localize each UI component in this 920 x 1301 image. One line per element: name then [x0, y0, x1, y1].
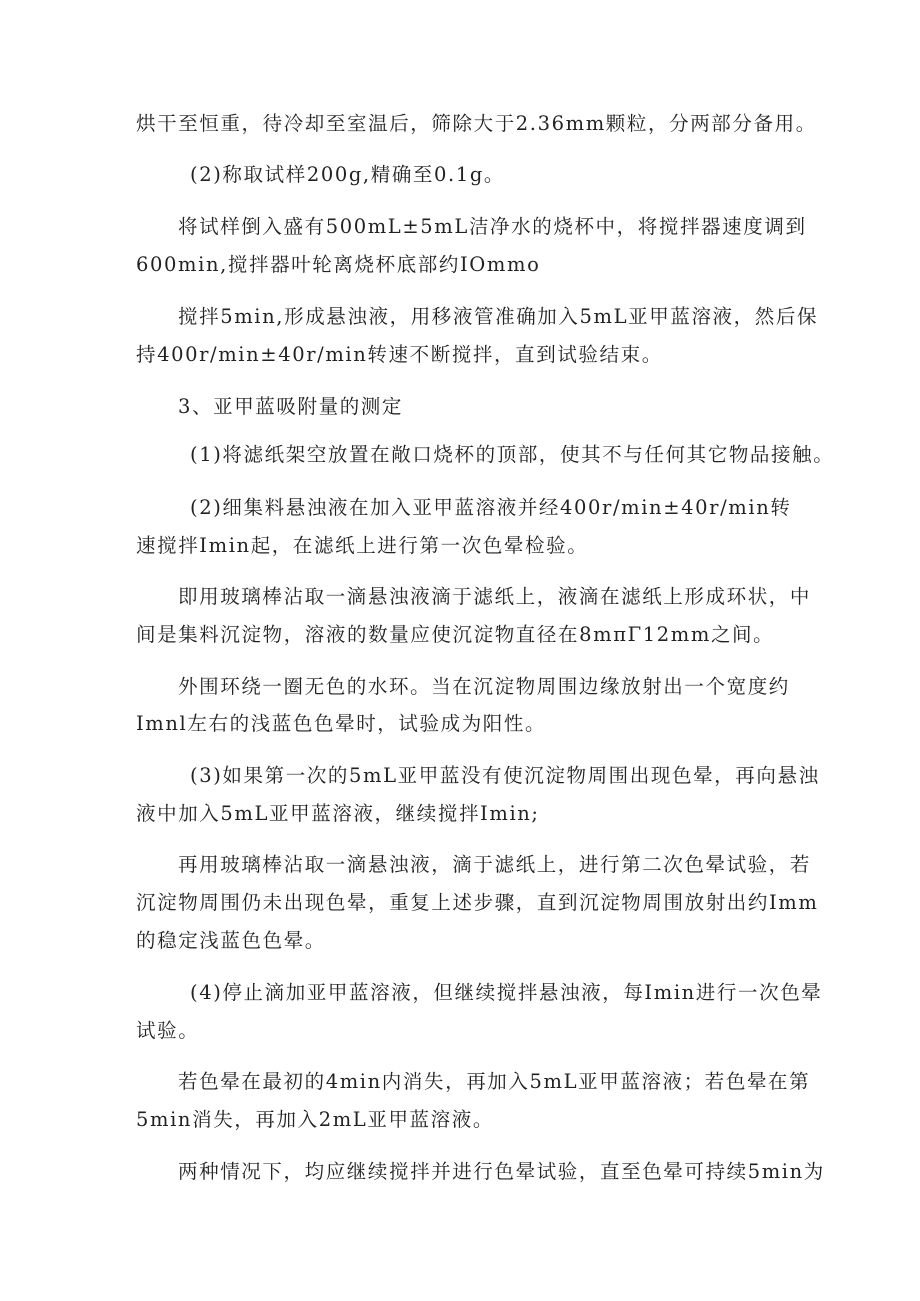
- section-heading: 3、亚甲蓝吸附量的测定: [178, 395, 404, 418]
- text-line: 将试样倒入盛有500mL±5mL洁净水的烧杯中，将搅拌器速度调到: [178, 215, 807, 238]
- text-line: 持400r/min±40r/min转速不断搅拌，直到试验结束。: [136, 343, 663, 366]
- text-line: 间是集料沉淀物，溶液的数量应使沉淀物直径在8mπΓ12mm之间。: [136, 623, 775, 646]
- text-line: 若色晕在最初的4min内消失，再加入5mL亚甲蓝溶液；若色晕在第: [178, 1070, 811, 1093]
- text-line: 试验。: [136, 1019, 200, 1042]
- text-line: 5min消失，再加入2mL亚甲蓝溶液。: [136, 1108, 494, 1131]
- text-line: 外围环绕一圈无色的水环。当在沉淀物周围边缘放射出一个宽度约: [178, 675, 790, 698]
- text-line: 两种情况下，均应继续搅拌并进行色晕试验，直至色晕可持续5min为: [178, 1160, 825, 1183]
- text-line: (2)称取试样200g,精确至0.1g。: [190, 163, 506, 186]
- text-line: (1)将滤纸架空放置在敞口烧杯的顶部，使其不与任何其它物品接触。: [190, 443, 835, 466]
- text-line: 搅拌5min,形成悬浊液，用移液管准确加入5mL亚甲蓝溶液，然后保: [178, 305, 819, 328]
- text-line: 沉淀物周围仍未出现色晕，重复上述步骤，直到沉淀物周围放射出约Imm: [136, 891, 819, 914]
- text-line: 烘干至恒重，待冷却至室温后，筛除大于2.36mm颗粒，分两部分备用。: [136, 112, 817, 135]
- text-line: 液中加入5mL亚甲蓝溶液，继续搅拌Imin;: [136, 802, 540, 825]
- text-line: (2)细集料悬浊液在加入亚甲蓝溶液并经400r/min±40r/min转: [190, 496, 792, 519]
- text-line: 600min,搅拌器叶轮离烧杯底部约IOmmo: [136, 253, 541, 276]
- text-line: 再用玻璃棒沾取一滴悬浊液，滴于滤纸上，进行第二次色晕试验，若: [178, 853, 812, 876]
- text-line: Imnl左右的浅蓝色色晕时，试验成为阳性。: [136, 712, 547, 735]
- text-line: 的稳定浅蓝色色晕。: [136, 929, 326, 952]
- text-line: 速搅拌Imin起，在滤纸上进行第一次色晕检验。: [136, 534, 589, 557]
- text-line: 即用玻璃棒沾取一滴悬浊液滴于滤纸上，液滴在滤纸上形成环状，中: [178, 585, 812, 608]
- text-line: (3)如果第一次的5mL亚甲蓝没有使沉淀物周围出现色晕，再向悬浊: [190, 764, 820, 787]
- text-line: (4)停止滴加亚甲蓝溶液，但继续搅拌悬浊液，每Imin进行一次色晕: [190, 981, 823, 1004]
